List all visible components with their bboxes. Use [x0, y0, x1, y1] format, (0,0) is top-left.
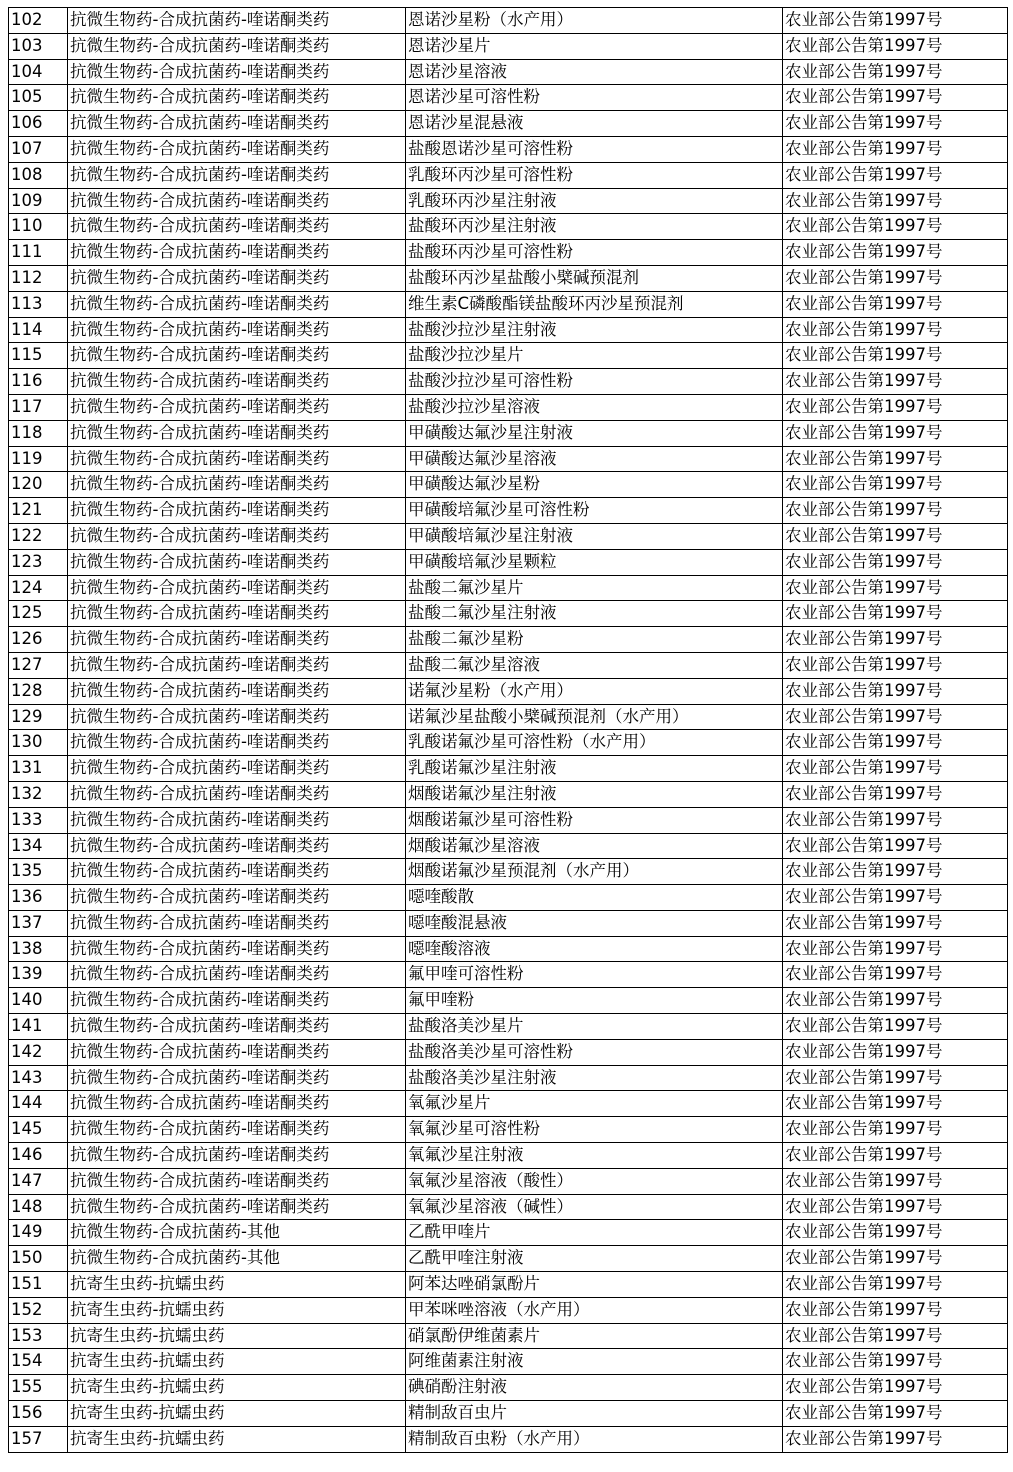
- category-cell: 抗微生物药-合成抗菌药-喹诺酮类药: [68, 472, 406, 498]
- drug-name-cell: 乳酸诺氟沙星注射液: [406, 756, 783, 782]
- row-number-cell: 147: [9, 1168, 68, 1194]
- reference-cell: 农业部公告第1997号: [783, 1401, 1008, 1427]
- drug-name-cell: 盐酸沙拉沙星注射液: [406, 317, 783, 343]
- table-row: [9, 265, 1008, 291]
- table-row: [9, 394, 1008, 420]
- row-number-cell: 143: [9, 1065, 68, 1091]
- drug-name-cell: 甲磺酸达氟沙星粉: [406, 472, 783, 498]
- reference-cell: 农业部公告第1997号: [783, 420, 1008, 446]
- reference-cell: 农业部公告第1997号: [783, 446, 1008, 472]
- drug-name-cell: 盐酸沙拉沙星可溶性粉: [406, 369, 783, 395]
- row-number-cell: 105: [9, 85, 68, 111]
- row-number-cell: 138: [9, 936, 68, 962]
- row-number-cell: 121: [9, 498, 68, 524]
- row-number-cell: 110: [9, 214, 68, 240]
- category-cell: 抗微生物药-合成抗菌药-其他: [68, 1220, 406, 1246]
- table-row: [9, 188, 1008, 214]
- drug-name-cell: 盐酸二氟沙星粉: [406, 627, 783, 653]
- drug-name-cell: 噁喹酸溶液: [406, 936, 783, 962]
- reference-cell: 农业部公告第1997号: [783, 1065, 1008, 1091]
- reference-cell: 农业部公告第1997号: [783, 343, 1008, 369]
- table-row: [9, 962, 1008, 988]
- reference-cell: 农业部公告第1997号: [783, 317, 1008, 343]
- reference-cell: 农业部公告第1997号: [783, 265, 1008, 291]
- category-cell: 抗微生物药-合成抗菌药-喹诺酮类药: [68, 420, 406, 446]
- reference-cell: 农业部公告第1997号: [783, 910, 1008, 936]
- row-number-cell: 155: [9, 1375, 68, 1401]
- category-cell: 抗微生物药-合成抗菌药-喹诺酮类药: [68, 575, 406, 601]
- drug-name-cell: 阿维菌素注射液: [406, 1349, 783, 1375]
- row-number-cell: 108: [9, 162, 68, 188]
- drug-name-cell: 盐酸洛美沙星片: [406, 1014, 783, 1040]
- table-row: [9, 575, 1008, 601]
- drug-name-cell: 盐酸恩诺沙星可溶性粉: [406, 136, 783, 162]
- drug-name-cell: 甲磺酸培氟沙星可溶性粉: [406, 498, 783, 524]
- table-row: [9, 1220, 1008, 1246]
- row-number-cell: 118: [9, 420, 68, 446]
- category-cell: 抗微生物药-合成抗菌药-喹诺酮类药: [68, 343, 406, 369]
- row-number-cell: 119: [9, 446, 68, 472]
- category-cell: 抗微生物药-合成抗菌药-其他: [68, 1246, 406, 1272]
- row-number-cell: 140: [9, 988, 68, 1014]
- row-number-cell: 149: [9, 1220, 68, 1246]
- drug-name-cell: 噁喹酸散: [406, 885, 783, 911]
- row-number-cell: 157: [9, 1426, 68, 1452]
- table-row: [9, 910, 1008, 936]
- row-number-cell: 146: [9, 1143, 68, 1169]
- table-row: [9, 730, 1008, 756]
- category-cell: 抗微生物药-合成抗菌药-喹诺酮类药: [68, 988, 406, 1014]
- reference-cell: 农业部公告第1997号: [783, 833, 1008, 859]
- table-row: [9, 678, 1008, 704]
- table-row: [9, 214, 1008, 240]
- row-number-cell: 120: [9, 472, 68, 498]
- table-row: [9, 420, 1008, 446]
- table-row: [9, 240, 1008, 266]
- category-cell: 抗微生物药-合成抗菌药-喹诺酮类药: [68, 317, 406, 343]
- category-cell: 抗微生物药-合成抗菌药-喹诺酮类药: [68, 111, 406, 137]
- drug-name-cell: 烟酸诺氟沙星溶液: [406, 833, 783, 859]
- table-row: [9, 1091, 1008, 1117]
- reference-cell: 农业部公告第1997号: [783, 188, 1008, 214]
- row-number-cell: 113: [9, 291, 68, 317]
- drug-name-cell: 氧氟沙星片: [406, 1091, 783, 1117]
- drug-name-cell: 诺氟沙星盐酸小檗碱预混剂（水产用）: [406, 704, 783, 730]
- reference-cell: 农业部公告第1997号: [783, 8, 1008, 34]
- drug-name-cell: 甲苯咪唑溶液（水产用）: [406, 1297, 783, 1323]
- table-row: [9, 136, 1008, 162]
- reference-cell: 农业部公告第1997号: [783, 136, 1008, 162]
- category-cell: 抗微生物药-合成抗菌药-喹诺酮类药: [68, 1014, 406, 1040]
- category-cell: 抗微生物药-合成抗菌药-喹诺酮类药: [68, 1168, 406, 1194]
- reference-cell: 农业部公告第1997号: [783, 33, 1008, 59]
- table-row: [9, 1426, 1008, 1452]
- category-cell: 抗寄生虫药-抗蠕虫药: [68, 1349, 406, 1375]
- category-cell: 抗微生物药-合成抗菌药-喹诺酮类药: [68, 240, 406, 266]
- table-row: [9, 446, 1008, 472]
- row-number-cell: 104: [9, 59, 68, 85]
- drug-name-cell: 盐酸二氟沙星片: [406, 575, 783, 601]
- drug-name-cell: 恩诺沙星可溶性粉: [406, 85, 783, 111]
- table-row: [9, 317, 1008, 343]
- drug-name-cell: 氧氟沙星溶液（酸性）: [406, 1168, 783, 1194]
- row-number-cell: 136: [9, 885, 68, 911]
- table-row: [9, 1349, 1008, 1375]
- reference-cell: 农业部公告第1997号: [783, 1220, 1008, 1246]
- category-cell: 抗微生物药-合成抗菌药-喹诺酮类药: [68, 59, 406, 85]
- row-number-cell: 103: [9, 33, 68, 59]
- table-row: [9, 1168, 1008, 1194]
- table-row: [9, 1323, 1008, 1349]
- category-cell: 抗微生物药-合成抗菌药-喹诺酮类药: [68, 704, 406, 730]
- drug-name-cell: 盐酸二氟沙星注射液: [406, 601, 783, 627]
- table-row: [9, 988, 1008, 1014]
- drug-name-cell: 烟酸诺氟沙星注射液: [406, 781, 783, 807]
- drug-name-cell: 乳酸环丙沙星注射液: [406, 188, 783, 214]
- drug-name-cell: 阿苯达唑硝氯酚片: [406, 1272, 783, 1298]
- reference-cell: 农业部公告第1997号: [783, 472, 1008, 498]
- row-number-cell: 151: [9, 1272, 68, 1298]
- row-number-cell: 152: [9, 1297, 68, 1323]
- row-number-cell: 150: [9, 1246, 68, 1272]
- row-number-cell: 124: [9, 575, 68, 601]
- category-cell: 抗寄生虫药-抗蠕虫药: [68, 1375, 406, 1401]
- row-number-cell: 154: [9, 1349, 68, 1375]
- drug-list-sheet: [8, 7, 1008, 1453]
- drug-name-cell: 恩诺沙星粉（水产用）: [406, 8, 783, 34]
- category-cell: 抗微生物药-合成抗菌药-喹诺酮类药: [68, 1091, 406, 1117]
- reference-cell: 农业部公告第1997号: [783, 807, 1008, 833]
- reference-cell: 农业部公告第1997号: [783, 549, 1008, 575]
- row-number-cell: 137: [9, 910, 68, 936]
- reference-cell: 农业部公告第1997号: [783, 756, 1008, 782]
- table-row: [9, 1143, 1008, 1169]
- category-cell: 抗微生物药-合成抗菌药-喹诺酮类药: [68, 730, 406, 756]
- table-row: [9, 1117, 1008, 1143]
- drug-name-cell: 盐酸环丙沙星注射液: [406, 214, 783, 240]
- drug-name-cell: 碘硝酚注射液: [406, 1375, 783, 1401]
- table-row: [9, 1246, 1008, 1272]
- drug-name-cell: 诺氟沙星粉（水产用）: [406, 678, 783, 704]
- category-cell: 抗微生物药-合成抗菌药-喹诺酮类药: [68, 162, 406, 188]
- category-cell: 抗微生物药-合成抗菌药-喹诺酮类药: [68, 498, 406, 524]
- drug-table: [8, 7, 1008, 1453]
- category-cell: 抗微生物药-合成抗菌药-喹诺酮类药: [68, 394, 406, 420]
- reference-cell: 农业部公告第1997号: [783, 627, 1008, 653]
- row-number-cell: 131: [9, 756, 68, 782]
- drug-name-cell: 乳酸环丙沙星可溶性粉: [406, 162, 783, 188]
- category-cell: 抗微生物药-合成抗菌药-喹诺酮类药: [68, 601, 406, 627]
- category-cell: 抗寄生虫药-抗蠕虫药: [68, 1297, 406, 1323]
- row-number-cell: 139: [9, 962, 68, 988]
- row-number-cell: 128: [9, 678, 68, 704]
- reference-cell: 农业部公告第1997号: [783, 523, 1008, 549]
- reference-cell: 农业部公告第1997号: [783, 291, 1008, 317]
- row-number-cell: 115: [9, 343, 68, 369]
- drug-name-cell: 盐酸沙拉沙星溶液: [406, 394, 783, 420]
- reference-cell: 农业部公告第1997号: [783, 1143, 1008, 1169]
- drug-name-cell: 氧氟沙星可溶性粉: [406, 1117, 783, 1143]
- drug-name-cell: 精制敌百虫片: [406, 1401, 783, 1427]
- category-cell: 抗微生物药-合成抗菌药-喹诺酮类药: [68, 1194, 406, 1220]
- reference-cell: 农业部公告第1997号: [783, 1272, 1008, 1298]
- drug-name-cell: 盐酸环丙沙星盐酸小檗碱预混剂: [406, 265, 783, 291]
- reference-cell: 农业部公告第1997号: [783, 59, 1008, 85]
- reference-cell: 农业部公告第1997号: [783, 1246, 1008, 1272]
- table-row: [9, 291, 1008, 317]
- category-cell: 抗微生物药-合成抗菌药-喹诺酮类药: [68, 446, 406, 472]
- reference-cell: 农业部公告第1997号: [783, 781, 1008, 807]
- category-cell: 抗微生物药-合成抗菌药-喹诺酮类药: [68, 627, 406, 653]
- table-row: [9, 549, 1008, 575]
- row-number-cell: 135: [9, 859, 68, 885]
- reference-cell: 农业部公告第1997号: [783, 678, 1008, 704]
- row-number-cell: 126: [9, 627, 68, 653]
- drug-name-cell: 乙酰甲喹片: [406, 1220, 783, 1246]
- reference-cell: 农业部公告第1997号: [783, 1168, 1008, 1194]
- category-cell: 抗寄生虫药-抗蠕虫药: [68, 1323, 406, 1349]
- reference-cell: 农业部公告第1997号: [783, 1194, 1008, 1220]
- row-number-cell: 123: [9, 549, 68, 575]
- table-row: [9, 1401, 1008, 1427]
- reference-cell: 农业部公告第1997号: [783, 704, 1008, 730]
- row-number-cell: 145: [9, 1117, 68, 1143]
- category-cell: 抗微生物药-合成抗菌药-喹诺酮类药: [68, 781, 406, 807]
- category-cell: 抗寄生虫药-抗蠕虫药: [68, 1272, 406, 1298]
- table-row: [9, 1039, 1008, 1065]
- reference-cell: 农业部公告第1997号: [783, 1117, 1008, 1143]
- reference-cell: 农业部公告第1997号: [783, 988, 1008, 1014]
- category-cell: 抗微生物药-合成抗菌药-喹诺酮类药: [68, 962, 406, 988]
- category-cell: 抗微生物药-合成抗菌药-喹诺酮类药: [68, 807, 406, 833]
- drug-name-cell: 氧氟沙星注射液: [406, 1143, 783, 1169]
- reference-cell: 农业部公告第1997号: [783, 859, 1008, 885]
- row-number-cell: 112: [9, 265, 68, 291]
- drug-name-cell: 噁喹酸混悬液: [406, 910, 783, 936]
- table-row: [9, 1194, 1008, 1220]
- row-number-cell: 116: [9, 369, 68, 395]
- category-cell: 抗微生物药-合成抗菌药-喹诺酮类药: [68, 136, 406, 162]
- table-row: [9, 162, 1008, 188]
- drug-name-cell: 氧氟沙星溶液（碱性）: [406, 1194, 783, 1220]
- table-row: [9, 33, 1008, 59]
- drug-name-cell: 盐酸洛美沙星注射液: [406, 1065, 783, 1091]
- drug-table-body: [9, 8, 1008, 1453]
- category-cell: 抗微生物药-合成抗菌药-喹诺酮类药: [68, 859, 406, 885]
- row-number-cell: 117: [9, 394, 68, 420]
- drug-name-cell: 盐酸洛美沙星可溶性粉: [406, 1039, 783, 1065]
- reference-cell: 农业部公告第1997号: [783, 936, 1008, 962]
- category-cell: 抗寄生虫药-抗蠕虫药: [68, 1426, 406, 1452]
- reference-cell: 农业部公告第1997号: [783, 498, 1008, 524]
- category-cell: 抗微生物药-合成抗菌药-喹诺酮类药: [68, 549, 406, 575]
- row-number-cell: 142: [9, 1039, 68, 1065]
- category-cell: 抗微生物药-合成抗菌药-喹诺酮类药: [68, 1143, 406, 1169]
- category-cell: 抗微生物药-合成抗菌药-喹诺酮类药: [68, 188, 406, 214]
- category-cell: 抗微生物药-合成抗菌药-喹诺酮类药: [68, 214, 406, 240]
- table-row: [9, 1065, 1008, 1091]
- row-number-cell: 144: [9, 1091, 68, 1117]
- row-number-cell: 109: [9, 188, 68, 214]
- row-number-cell: 111: [9, 240, 68, 266]
- reference-cell: 农业部公告第1997号: [783, 1297, 1008, 1323]
- reference-cell: 农业部公告第1997号: [783, 1039, 1008, 1065]
- table-row: [9, 1297, 1008, 1323]
- reference-cell: 农业部公告第1997号: [783, 1014, 1008, 1040]
- row-number-cell: 122: [9, 523, 68, 549]
- table-row: [9, 59, 1008, 85]
- drug-name-cell: 甲磺酸培氟沙星颗粒: [406, 549, 783, 575]
- drug-name-cell: 氟甲喹可溶性粉: [406, 962, 783, 988]
- reference-cell: 农业部公告第1997号: [783, 214, 1008, 240]
- drug-name-cell: 烟酸诺氟沙星预混剂（水产用）: [406, 859, 783, 885]
- reference-cell: 农业部公告第1997号: [783, 85, 1008, 111]
- reference-cell: 农业部公告第1997号: [783, 1426, 1008, 1452]
- reference-cell: 农业部公告第1997号: [783, 162, 1008, 188]
- drug-name-cell: 恩诺沙星片: [406, 33, 783, 59]
- drug-name-cell: 乙酰甲喹注射液: [406, 1246, 783, 1272]
- category-cell: 抗微生物药-合成抗菌药-喹诺酮类药: [68, 833, 406, 859]
- category-cell: 抗微生物药-合成抗菌药-喹诺酮类药: [68, 936, 406, 962]
- table-row: [9, 85, 1008, 111]
- reference-cell: 农业部公告第1997号: [783, 730, 1008, 756]
- table-row: [9, 807, 1008, 833]
- row-number-cell: 127: [9, 652, 68, 678]
- drug-name-cell: 硝氯酚伊维菌素片: [406, 1323, 783, 1349]
- table-row: [9, 472, 1008, 498]
- drug-name-cell: 烟酸诺氟沙星可溶性粉: [406, 807, 783, 833]
- drug-name-cell: 盐酸环丙沙星可溶性粉: [406, 240, 783, 266]
- reference-cell: 农业部公告第1997号: [783, 1375, 1008, 1401]
- category-cell: 抗微生物药-合成抗菌药-喹诺酮类药: [68, 885, 406, 911]
- table-row: [9, 781, 1008, 807]
- table-row: [9, 601, 1008, 627]
- category-cell: 抗微生物药-合成抗菌药-喹诺酮类药: [68, 265, 406, 291]
- category-cell: 抗微生物药-合成抗菌药-喹诺酮类药: [68, 1065, 406, 1091]
- table-row: [9, 343, 1008, 369]
- row-number-cell: 134: [9, 833, 68, 859]
- category-cell: 抗微生物药-合成抗菌药-喹诺酮类药: [68, 652, 406, 678]
- table-row: [9, 1272, 1008, 1298]
- drug-name-cell: 盐酸沙拉沙星片: [406, 343, 783, 369]
- drug-name-cell: 甲磺酸达氟沙星注射液: [406, 420, 783, 446]
- category-cell: 抗微生物药-合成抗菌药-喹诺酮类药: [68, 369, 406, 395]
- category-cell: 抗微生物药-合成抗菌药-喹诺酮类药: [68, 85, 406, 111]
- category-cell: 抗微生物药-合成抗菌药-喹诺酮类药: [68, 910, 406, 936]
- row-number-cell: 107: [9, 136, 68, 162]
- drug-name-cell: 精制敌百虫粉（水产用）: [406, 1426, 783, 1452]
- category-cell: 抗微生物药-合成抗菌药-喹诺酮类药: [68, 8, 406, 34]
- row-number-cell: 156: [9, 1401, 68, 1427]
- table-row: [9, 936, 1008, 962]
- row-number-cell: 132: [9, 781, 68, 807]
- row-number-cell: 153: [9, 1323, 68, 1349]
- table-row: [9, 369, 1008, 395]
- reference-cell: 农业部公告第1997号: [783, 1349, 1008, 1375]
- table-row: [9, 1014, 1008, 1040]
- reference-cell: 农业部公告第1997号: [783, 111, 1008, 137]
- row-number-cell: 114: [9, 317, 68, 343]
- reference-cell: 农业部公告第1997号: [783, 885, 1008, 911]
- drug-name-cell: 恩诺沙星混悬液: [406, 111, 783, 137]
- reference-cell: 农业部公告第1997号: [783, 1091, 1008, 1117]
- table-row: [9, 627, 1008, 653]
- row-number-cell: 133: [9, 807, 68, 833]
- table-row: [9, 1375, 1008, 1401]
- reference-cell: 农业部公告第1997号: [783, 1323, 1008, 1349]
- drug-name-cell: 氟甲喹粉: [406, 988, 783, 1014]
- table-row: [9, 859, 1008, 885]
- table-row: [9, 111, 1008, 137]
- reference-cell: 农业部公告第1997号: [783, 394, 1008, 420]
- drug-name-cell: 盐酸二氟沙星溶液: [406, 652, 783, 678]
- reference-cell: 农业部公告第1997号: [783, 575, 1008, 601]
- table-row: [9, 704, 1008, 730]
- category-cell: 抗微生物药-合成抗菌药-喹诺酮类药: [68, 291, 406, 317]
- reference-cell: 农业部公告第1997号: [783, 601, 1008, 627]
- row-number-cell: 148: [9, 1194, 68, 1220]
- row-number-cell: 130: [9, 730, 68, 756]
- table-row: [9, 833, 1008, 859]
- row-number-cell: 102: [9, 8, 68, 34]
- category-cell: 抗微生物药-合成抗菌药-喹诺酮类药: [68, 1039, 406, 1065]
- category-cell: 抗寄生虫药-抗蠕虫药: [68, 1401, 406, 1427]
- reference-cell: 农业部公告第1997号: [783, 240, 1008, 266]
- row-number-cell: 106: [9, 111, 68, 137]
- table-row: [9, 756, 1008, 782]
- row-number-cell: 125: [9, 601, 68, 627]
- drug-name-cell: 甲磺酸培氟沙星注射液: [406, 523, 783, 549]
- category-cell: 抗微生物药-合成抗菌药-喹诺酮类药: [68, 523, 406, 549]
- table-row: [9, 498, 1008, 524]
- row-number-cell: 129: [9, 704, 68, 730]
- category-cell: 抗微生物药-合成抗菌药-喹诺酮类药: [68, 756, 406, 782]
- reference-cell: 农业部公告第1997号: [783, 962, 1008, 988]
- category-cell: 抗微生物药-合成抗菌药-喹诺酮类药: [68, 678, 406, 704]
- row-number-cell: 141: [9, 1014, 68, 1040]
- table-row: [9, 523, 1008, 549]
- table-row: [9, 885, 1008, 911]
- reference-cell: 农业部公告第1997号: [783, 369, 1008, 395]
- reference-cell: 农业部公告第1997号: [783, 652, 1008, 678]
- drug-name-cell: 恩诺沙星溶液: [406, 59, 783, 85]
- table-row: [9, 8, 1008, 34]
- category-cell: 抗微生物药-合成抗菌药-喹诺酮类药: [68, 1117, 406, 1143]
- drug-name-cell: 甲磺酸达氟沙星溶液: [406, 446, 783, 472]
- table-row: [9, 652, 1008, 678]
- drug-name-cell: 维生素C磷酸酯镁盐酸环丙沙星预混剂: [406, 291, 783, 317]
- drug-name-cell: 乳酸诺氟沙星可溶性粉（水产用）: [406, 730, 783, 756]
- category-cell: 抗微生物药-合成抗菌药-喹诺酮类药: [68, 33, 406, 59]
